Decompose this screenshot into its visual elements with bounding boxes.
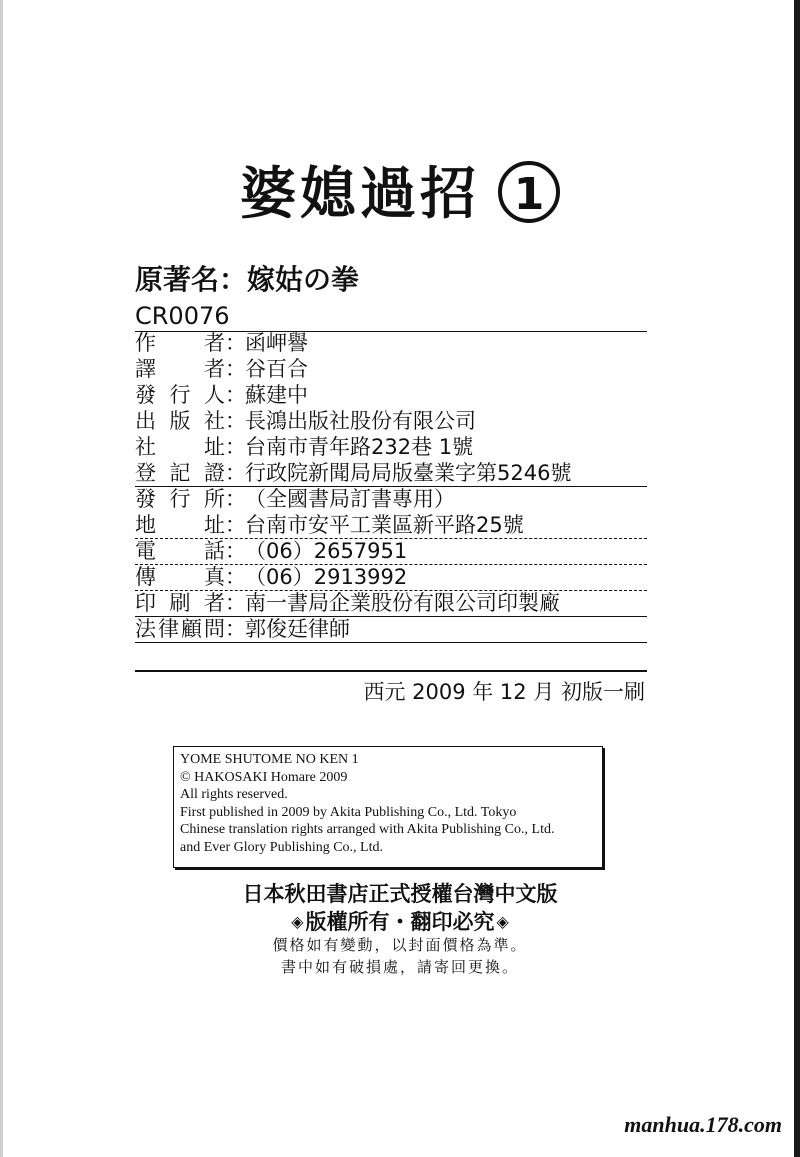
- volume-number: 1: [498, 161, 560, 223]
- credit-value: 台南市安平工業區新平路25號: [245, 513, 524, 537]
- rights-notice: [0, 906, 800, 936]
- watermark: manhua.178.com: [624, 1112, 782, 1137]
- credit-row: 作者：函岬譽: [135, 331, 308, 355]
- credit-row: 傳真：（06）2913992: [135, 565, 408, 589]
- credit-row: 譯者：谷百合: [135, 357, 308, 381]
- rights-text: 版權所有・翻印必究: [305, 910, 495, 934]
- credit-label: 出版社: [135, 409, 225, 433]
- price-note: 價格如有變動，以封面價格為準。: [272, 936, 528, 954]
- copyright-line: and Ever Glory Publishing Co., Ltd.: [180, 839, 383, 855]
- publication-date: 西元 2009 年 12 月 初版一刷: [363, 680, 645, 704]
- damage-note: 書中如有破損處，請寄回更換。: [280, 958, 519, 976]
- credit-row: 發行所：（全國書局訂書專用）: [135, 487, 455, 511]
- credit-value: 谷百合: [245, 357, 308, 381]
- credit-value: 長鴻出版社股份有限公司: [245, 409, 476, 433]
- credit-label: 作者: [135, 331, 225, 355]
- credit-label: 發行人: [135, 383, 225, 407]
- credit-row: 電話：（06）2657951: [135, 539, 408, 563]
- copyright-line: YOME SHUTOME NO KEN 1: [180, 752, 359, 767]
- credit-value: 蘇建中: [245, 383, 308, 407]
- credit-label: 譯者: [135, 357, 225, 381]
- credit-row: 社址：台南市青年路232巷 1號: [135, 435, 474, 459]
- english-copyright-box: [173, 746, 603, 868]
- credit-row: 地址：台南市安平工業區新平路25號: [135, 513, 524, 537]
- diamond-icon: ◈: [496, 912, 509, 931]
- divider-dashed: [135, 590, 647, 591]
- credit-row: 法律顧問：郭俊廷律師: [135, 617, 350, 641]
- copyright-line: © HAKOSAKI Homare 2009: [180, 769, 348, 785]
- copyright-line: All rights reserved.: [180, 787, 288, 802]
- divider: [135, 616, 647, 617]
- credit-label: 登記證: [135, 461, 225, 485]
- credit-row: 發行人：蘇建中: [135, 383, 308, 407]
- divider-bottom: [135, 670, 647, 672]
- credit-value: （06）2913992: [245, 565, 408, 589]
- credit-label: 發行所: [135, 487, 225, 511]
- copyright-line: Chinese translation rights arranged with Akita Publishing Co., Ltd.: [180, 822, 555, 837]
- credit-value: （全國書局訂書專用）: [245, 487, 455, 511]
- credit-label: 社址: [135, 435, 225, 459]
- credit-value: 南一書局企業股份有限公司印製廠: [245, 591, 560, 615]
- divider-dashed: [135, 564, 647, 565]
- official-license-text: 日本秋田書店正式授權台灣中文版: [242, 882, 558, 906]
- copyright-line: First published in 2009 by Akita Publishing Co., Ltd. Tokyo: [180, 804, 517, 820]
- credit-value: 台南市青年路232巷 1號: [245, 435, 474, 459]
- divider: [135, 486, 647, 487]
- book-title: [0, 150, 800, 230]
- credit-row: 出版社：長鴻出版社股份有限公司: [135, 409, 476, 433]
- credit-label: 法律顧問: [135, 617, 225, 641]
- credit-value: 行政院新聞局局版臺業字第5246號: [245, 461, 572, 485]
- divider-dashed: [135, 538, 647, 539]
- credit-value: 函岬譽: [245, 331, 308, 355]
- credit-label: 地址: [135, 513, 225, 537]
- diamond-icon: ◈: [291, 912, 304, 931]
- credit-row: 登記證：行政院新聞局局版臺業字第5246號: [135, 461, 572, 485]
- credit-value: （06）2657951: [245, 539, 408, 563]
- credit-label: 傳真: [135, 565, 225, 589]
- credit-row: 印刷者：南一書局企業股份有限公司印製廠: [135, 591, 560, 615]
- credit-label: 電話: [135, 539, 225, 563]
- divider: [135, 642, 647, 643]
- book-title-text: 婆媳過招: [240, 162, 480, 227]
- catalog-code: CR0076: [135, 302, 230, 330]
- credit-label: 印刷者: [135, 591, 225, 615]
- credit-value: 郭俊廷律師: [245, 617, 350, 641]
- original-title: 原著名：嫁姑の拳: [135, 263, 360, 296]
